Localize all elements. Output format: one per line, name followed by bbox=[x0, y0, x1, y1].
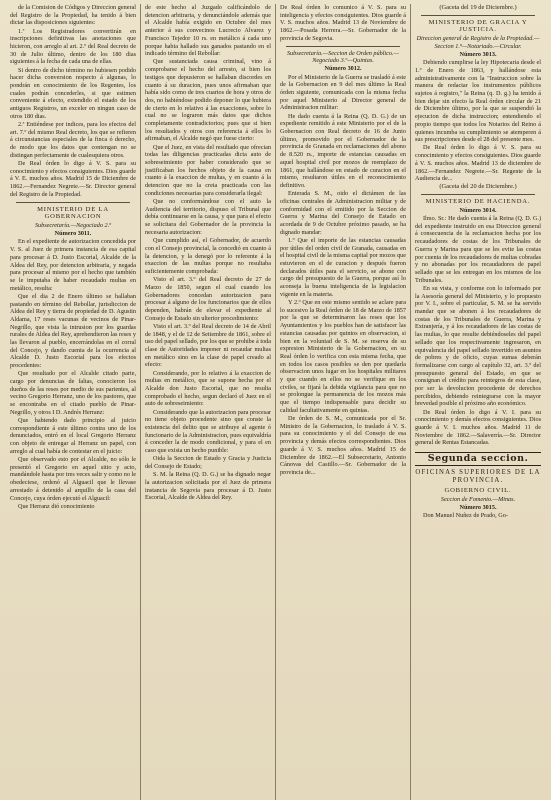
paragraph: Enterada S. M., oido el dictámen de las oficinas centrales de Administracion militar y de conformidad con el emitido por la Seccion de Guerra y Marina del Consejo de Estado en acordada de 9 de Octubre próximo pasado, se ha dignado mandar: bbox=[280, 190, 406, 236]
columns-container bbox=[6, 4, 545, 800]
text-column-1 bbox=[6, 4, 141, 800]
gazette-dateline: (Gaceta del 20 de Diciembre.) bbox=[439, 183, 517, 191]
subheading: Subsecretaría.—Seccion de Orden público.—Negociado 3.º—Quintas. bbox=[286, 49, 400, 65]
section-title: Segunda seccion. bbox=[415, 452, 541, 466]
paragraph: De Real órden lo digo á V. S. para su conocimiento y efectos consiguientes. Dios guarde á V. E. muchos años. Madrid 15 de Diciembre de 1862.—Fernandez Negrete.—Sr. Director general del Registro de la Propiedad. bbox=[10, 160, 136, 198]
office-heading: OFICINAS SUPERIORES DE LA PROVINCIA. bbox=[415, 468, 541, 484]
text-column-2 bbox=[141, 4, 276, 800]
paragraph: Visto el art. 3.º del Real decreto de 14 de Abril de 1848, y el de 12 de Setiembre de 1861, sobre el uso del papel sellado, por los que se prohibe á toda clase de Autoridades imponer ni recaudar multas en metálico sino en la clase de papel creado al efecto: bbox=[145, 322, 271, 369]
subheading: Direccion general de Registro de la Propiedad.—Seccion 1.ª—Notariado.—Circular. bbox=[416, 35, 540, 50]
paragraph: Que resultado por el Alcalde citado parte, cargo por denuncias de faltas, conocieron los dueños de las reses por medio de sus parientes, al vecino Gregorio Herranz, uno de los pastores, que se encontraba en el citado pueblo de Pinar-Negrillo, y otros I D. Andrés Herranz: bbox=[10, 370, 136, 416]
subheading: Subsecretaría.—Negociado 2.º bbox=[34, 221, 112, 229]
paragraph: Oida la Seccion de Estado y Gracia y Justicia del Consejo de Estado; bbox=[145, 455, 271, 470]
paragraph: Debiendo cumplirse la ley Hipotecaria desde el 1.º de Enero de 1863, y hallándose esta administrativamente con la "Instruccion sobre la manera de redactar los instrumentos públicos sujetos á registro," la Reina (q. D. g.) ha tenido á bien dejar sin efecto la Real órden circular de 21 de Diciembre último, por la que se suspendió la ejecucion de dicha instruccion; entendiendo el propio tiempo que todos los Notarios del Reino á quienes incumba su cumplimiento se atemperen á sus prescripciones desde el 28 del presente mes. bbox=[415, 59, 541, 144]
paragraph: Que el Juez, en vista del resultado que ofrecian todas las diligencias practicadas dicta auto de sobreseimiento por haber considerado que se justificaban los hechos objeto de la causa en cuanto á la exaccion de multas, y en cuanto á la detencion que no la creia practicada con las condiciones necesarias para considerarla ilegal: bbox=[145, 143, 271, 197]
paragraph: De Real órden lo comunico á V. S. para su inteligencia y efectos consiguientes. Dios guarde á V. S. muchos años. Madrid 13 de Noviembre de 1862.—Posada Herrera.—Sr. Gobernador de la provincia de Segovia. bbox=[280, 4, 406, 42]
paragraph: Don Manuel Nuñez de Prado, Go- bbox=[423, 512, 508, 520]
paragraph: 1.ª Los Registradores convertirán en inscripciones definitivas las anotaciones que hicieron, con arreglo al art. 2.º del Real decreto de 30 de Julio último, dentro de los 180 dias siguientes á la fecha de cada una de ellas. bbox=[10, 27, 136, 66]
item-number: Número 3014. bbox=[459, 206, 497, 214]
paragraph: Que observado esto por el Alcalde, no sólo le presentó el Gregorio en aquel sitio y acto, mandándole hasta por tres veces salir y como no le obedeciese, ordenó al Alguacil que le llevase arrestado á detenido al arquillo de la casa del Concejo, cuya órden ejecutó el Alguacil: bbox=[10, 456, 136, 502]
paragraph: Que cumplido así, el Gobernador, de acuerdo con el Consejo provincial, la concedió en cuanto á la detencion, y la denegó por lo referente á la exaccion de las multas porque no resultaba suficientemente comprobada: bbox=[145, 237, 271, 275]
paragraph: En su vista, y conforme con lo informado por la Asesoría general del Ministerio, y lo propuesto por V. I., sobre el particular, S. M. se ha servido mandar que se abonen á los recaudadores de costas de los Tribunales de Guerra, Marina y Extranjería, y á los recaudadores de las costas de las multas, lo que resulte debiéndoseles del papel sellado que los respectivamente ingresaron, en equivalencia del papel sellado invertido en asuntos de pobres y de oficio, cuyas sumas deberán formalizarse con cargo al capítulo 32, art. 3.º del presupuesto general del Estado, en que se consignan el crédito para reintegros de esta clase, por ser la devolucion procedente de derechos percibidos, debiendo reintegrarse con la mayor brevedad posible el próximo año económico. bbox=[415, 284, 541, 408]
paragraph: Que el dia 2 de Enero último se hallaban pastando en término del Rebollar, jurisdiccion de Aldea del Rey y tierra de propiedad de D. Agustin Aldama, 17 reses vacunas de vecinos de Pinar-Negrillo, que vista la intrusion por los guardas rurales de Aldea del Rey, aprehendieron las reses y las llevaron al pueblo, encerrándolas en el corral del Concejo, y dando cuenta de la ocurrencia al Alcalde D. Justo Escorial para los efectos procedentes: bbox=[10, 292, 136, 370]
paragraph: Que Herranz dió conocimiento bbox=[18, 502, 95, 510]
text-column-4 bbox=[411, 4, 545, 800]
paragraph: Considerando que la autorizacion para procesar no tiene objeto procedente sino que conste la existencia del delito que se atribuye al agente ó funcionario de la Administracion, pues equivaldría á conceder la de modo condicional, y para el en caso que exista un hecho punible: bbox=[145, 408, 271, 455]
section-divider bbox=[286, 46, 400, 47]
paragraph: Por el Ministerio de la Guerra se trasladó á este de la Gobernacion en 9 del mes último la Real órden siguiente, comunicada con la misma fecha por aquel Ministerio al Director general de Administracion militar: bbox=[280, 73, 406, 112]
paragraph: 1.º Que el importe de las estancias causadas por útiles del orden civil de Granada, causadas en el hospital civil de la misma capital por mozos que estuvieron en el de curacion y después fueron declarados útiles para el servicio, se abone con cargo del presupuesto de la Guerra, porque así lo aconseja la buena inteligencia de la legislacion vigente en la materia. bbox=[280, 236, 406, 298]
gazette-dateline: (Gaceta del 19 de Diciembre.) bbox=[439, 4, 517, 11]
section-divider bbox=[421, 15, 535, 16]
paragraph: He dado cuenta á la Reina (Q. D. G.) de un expediente remitido á este Ministerio por el de la Gobernacion con Real decreto de 16 de Junio último, promovido por el Gobernador de la provincia de Granada en reclamaciones del abono de 8.520 rs., importe de estancias causadas en aquel hospital civil por mozos de reemplazo de 1861, que hallándose en estado de curacion en el mismo, resultaron útiles en el reconocimiento definitivo. bbox=[280, 112, 406, 189]
section-divider bbox=[16, 202, 130, 203]
paragraph: Que habiendo dado principio al juicio correspondiente á este último contra uno de los denunciados, entró en el local Gregorio Herranz con objeto de entregar al Herranz un papel, con arreglo al cual había de contestar en el juicio: bbox=[10, 417, 136, 455]
paragraph: En el expediente de autorizacion concedida por V. S. al Juez de primera instancia de esa capital para procesar á D. Justo Escorial, Alcalde de la Aldea del Rey, por detencion arbitraria, y negada para procesar al mismo por el hecho que también se le imputaba de haber recaudado multas en metálico, resulta: bbox=[10, 238, 136, 292]
item-number: Número 3012. bbox=[324, 65, 362, 73]
paragraph: De órden de S. M., comunicada por el Sr. Ministro de la Gobernacion, lo traslado á V. S. para su conocimiento y el del Consejo de esa provincia y demás efectos correspondientes. Dios guarde á V. S. muchos años. Madrid 15 de Diciembre de 1862.—El Subsecretario, Antonio Cánovas del Castillo.—Sr. Gobernador de la provincia de... bbox=[280, 415, 406, 476]
paragraph: Considerando, por lo relativo á la exaccion de multas en metálico, que se supone hecha por el Alcalde don Justo Escorial, que no resulta comprobado el hecho, segun declaró el Juez en el auto de sobreseimiento: bbox=[145, 369, 271, 408]
paragraph: Que no conformándose con el auto la Audiencia del territorio, dispuso el Tribunal que debía continuarse en la causa, y que para el efecto se solicitara del Gobernador de la provincia la necesaria autorizacion: bbox=[145, 198, 271, 236]
section-heading: GOBIERNO CIVIL. bbox=[444, 487, 512, 495]
paragraph: Visto el art. 3.º del Real decreto de 27 de Marzo de 1850, segun el cual cuando los Gobernadores concedan autorizacion para procesar á alguno de los funcionarios que de ellos dependen, habrán de elevar el expediente al Consejo de Estado sin ulterior procedimiento: bbox=[145, 276, 271, 322]
text-column-3 bbox=[276, 4, 411, 800]
paragraph: S. M. la Reina (Q. D. G.) se ha dignado negar la autorizacion solicitada por el Juez de primera instancia de Segovia para procesar á D. Justo Escorial, Alcalde de Aldea del Rey. bbox=[145, 471, 271, 502]
subheading: Seccion de Fomento.—Minas. bbox=[440, 495, 516, 503]
item-number: Número 3015. bbox=[459, 504, 497, 512]
paragraph: Que sustanciada causa criminal, vino á comprobarse el hecho del arresto, si bien los testigos que depusieron se hallaban discordes en cuanto á su duracion, pues unos afirmaban que había sido como de tres cuartos de hora y otros de dos, no habiéndose podido deponer lo que hubiera de cierto en lo relativo á las exacciones, sobre lo cual no se lograron más datos que dichos completamente contradictorios; pues que si bien los resultados y otros con referencia á ellos lo afirmaban, el Alcalde negó que fuese cierto: bbox=[145, 58, 271, 143]
section-heading: MINISTERIO DE LA GOBERNACION bbox=[37, 205, 109, 221]
item-number: Número 3013. bbox=[459, 51, 497, 59]
paragraph: Si dentro de dicho término no hubiesen podido hacer dicha conversion respecto á algunas, lo pondrán en conocimiento de los Regentes, los cuales podrán concederles, si que estimen conveniente á efecto, extendido el estado de los antiguos Registros, un exceler en ningun caso de otros 180 dias. bbox=[10, 66, 136, 120]
paragraph: De Real órden lo digo á V. S. para su conocimiento y efectos consiguientes. Dios guarde á V. S. muchos años. Madrid 13 de diciembre de 1862.—Fernandez Negrete.—Sr. Regente de la Audiencia de... bbox=[415, 144, 541, 183]
paragraph: de este hecho al Juzgado calificándolo de detencion arbitraria, y denunciándole además que el Alcalde había exigido en Octubre del mes anterior á sus convecinos Lucrecio Alvarez y Francisco Tejedor 10 rs. en metálico á cada uno porque habia hallado sus ganados pastando en el indicado término del Rebollar: bbox=[145, 4, 271, 58]
section-divider bbox=[421, 194, 535, 195]
paragraph: de la Comision de Códigos y Direccion general del Registro de la Propiedad, ha tenido á bien dictar las disposiciones siguientes: bbox=[10, 4, 136, 27]
section-heading: MINISTERIO DE HACIENDA. bbox=[425, 198, 531, 206]
paragraph: De Real órden lo digo á V. I. para su conocimiento y demás efectos consiguientes. Dios guarde á V. I. muchos años. Madrid 11 de Noviembre de 1862.—Salaverría.—Sr. Director general de Rentas Estancadas. bbox=[415, 408, 541, 447]
paragraph: 2.ª Entiéndese por indices, para los efectos del art. 7.º del mismo Real decreto, los que se refieren á circunstancias especiales de la finca ó derecho, de modo que los datos que contengan no se distingan perfectamente de cualesquiera otros. bbox=[10, 121, 136, 159]
section-heading: MINISTERIO DE GRACIA Y JUSTICIA. bbox=[428, 18, 528, 34]
paragraph: Y 2.º Que en este mismo sentido se aclare para lo sucesivo la Real órden de 18 de Marzo de 1857 por la que se determinaron las reses que los Ayuntamientos y los pueblos han de satisfacer las estancias causadas por quintos en observacion, si bien en la voluntad de S. M. se reserva de su expresion Ministerio de la Gobernacion, en su Real órden lo verifica con esta misma fecha, que en todos los casos posibles se den por quedarla observacion unos lugar en los hospitales militares y que cuando en ellos no se verifique en los civiles, se fijará la debida vigilancia para que no se prolongue la permanencia de los mozos más que el tiempo indispensable para decidir su calidad facultativamente en quintas. bbox=[280, 299, 406, 414]
paragraph: Ilmo. Sr.: He dado cuenta á la Reina (Q. D. G.) del expediente instruido en esa Direccion general á consecuencia de la reclamacion hecha por los recaudadores de costas de los Tribunales de Guerra y Marina para que se les evite las costas por cuenta de los recaudadores de multas cobradas y no abonadas por los recaudadores de papel sellado que se les entregan en los mismos de los Tribunales. bbox=[415, 215, 541, 284]
item-number: Número 3011. bbox=[54, 230, 92, 238]
